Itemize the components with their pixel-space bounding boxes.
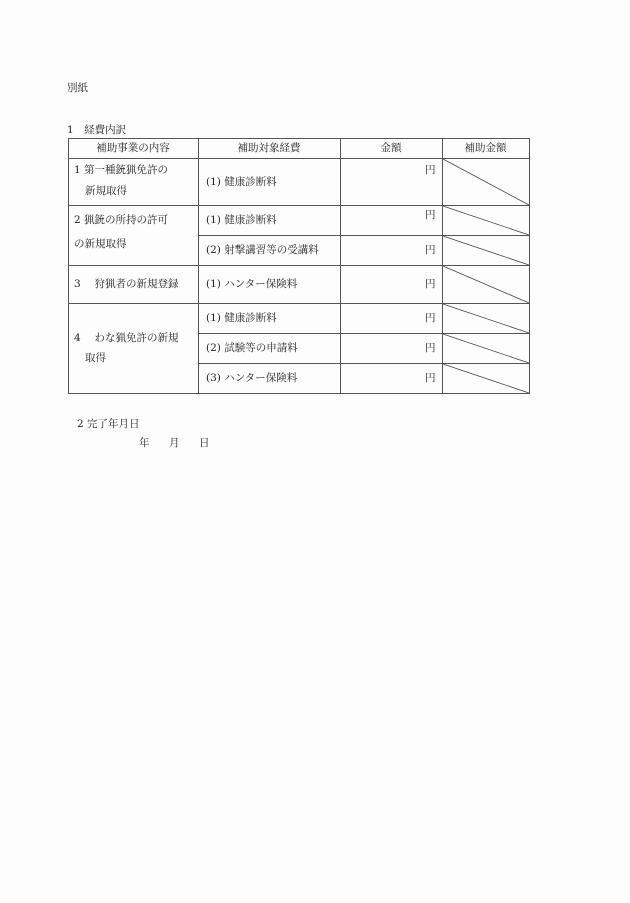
group-2-item-1-amount: 円 <box>425 209 436 221</box>
group-1-item-1-label: (1) 健康診断料 <box>206 176 277 188</box>
header-eligible-expense: 補助対象経費 <box>237 142 301 154</box>
table-grid <box>68 138 530 394</box>
group-2-item-2-amount: 円 <box>425 244 436 256</box>
group-1-content-line2: 新規取得 <box>85 185 127 197</box>
group-4-content-line1: 4 わな猟免許の新規 <box>74 332 179 344</box>
section-1-title: 1 経費内訳 <box>67 124 127 136</box>
group-3-content-line1: 3 狩猟者の新規登録 <box>74 278 179 290</box>
group-4-item-1-amount: 円 <box>425 312 436 324</box>
group-4-item-1-label: (1) 健康診断料 <box>206 312 277 324</box>
expense-breakdown-table <box>68 138 529 393</box>
group-4-item-3-amount: 円 <box>425 372 436 384</box>
group-2-item-2-label: (2) 射撃講習等の受講料 <box>206 244 319 256</box>
header-content: 補助事業の内容 <box>96 142 170 154</box>
section-2-title: 2 完了年月日 <box>77 418 140 430</box>
header-amount: 金額 <box>380 142 402 154</box>
group-4-content-line2: 取得 <box>85 352 106 364</box>
group-1-content-line1: 1 第一種銃猟免許の <box>74 164 169 176</box>
attachment-label: 別紙 <box>67 82 88 94</box>
group-1-item-1-amount: 円 <box>425 164 436 176</box>
date-day-label: 日 <box>199 437 210 449</box>
group-3-item-1-amount: 円 <box>425 278 436 290</box>
group-2-content-line1: 2 猟銃の所持の許可 <box>74 214 169 226</box>
date-year-label: 年 <box>139 437 150 449</box>
group-4-item-2-label: (2) 試験等の申請料 <box>206 342 298 354</box>
group-3-item-1-label: (1) ハンター保険料 <box>206 278 298 290</box>
group-2-item-1-label: (1) 健康診断料 <box>206 214 277 226</box>
header-subsidy-amount: 補助金額 <box>464 142 507 154</box>
group-4-item-2-amount: 円 <box>425 342 436 354</box>
date-month-label: 月 <box>169 437 180 449</box>
group-2-content-line2: の新規取得 <box>74 238 127 250</box>
group-4-item-3-label: (3) ハンター保険料 <box>206 372 298 384</box>
